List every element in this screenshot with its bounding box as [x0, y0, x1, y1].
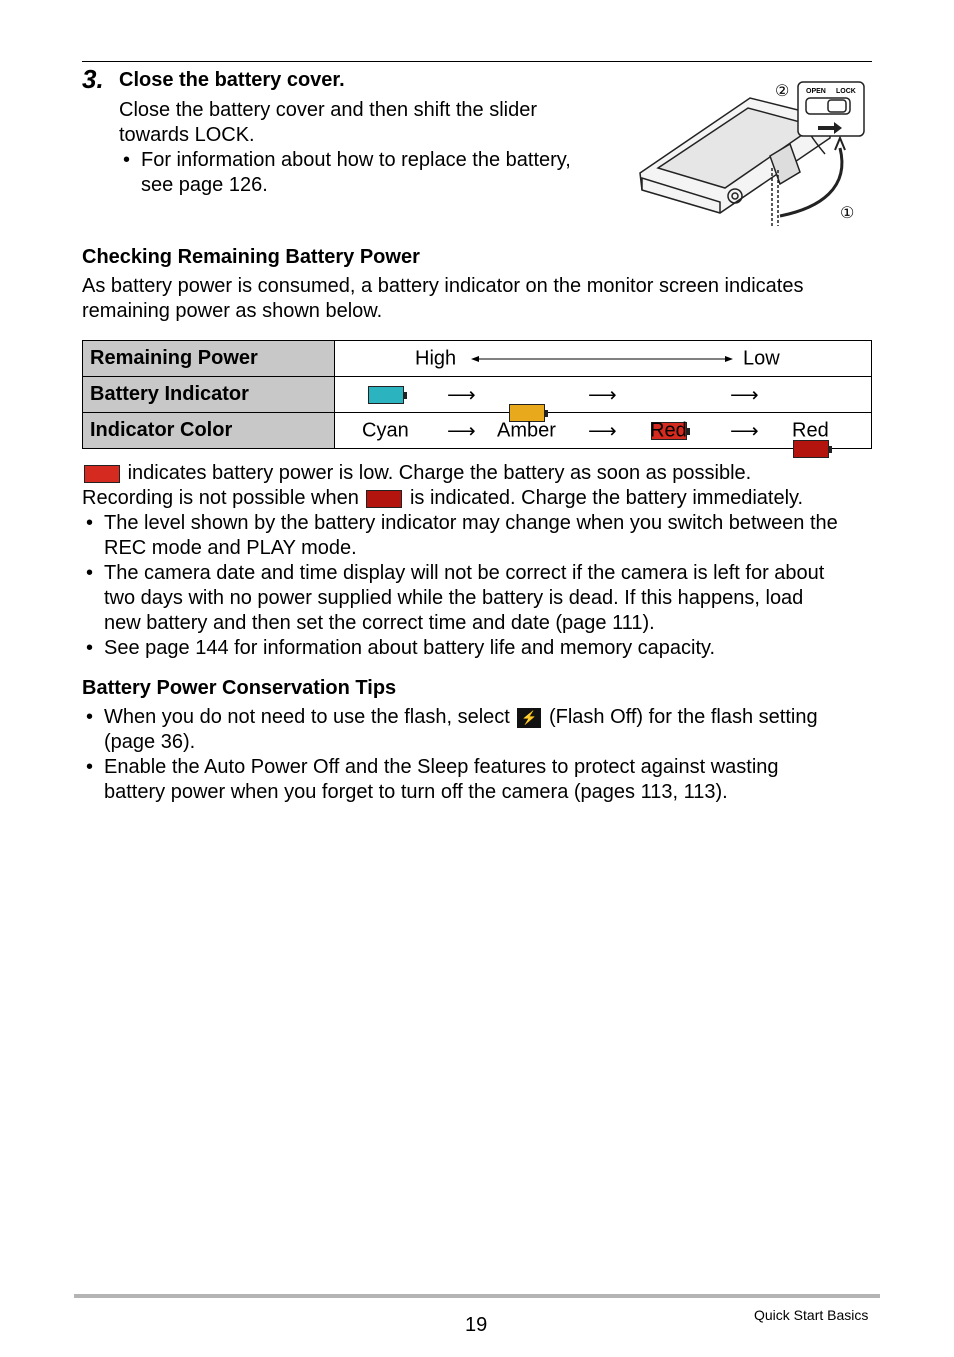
battery-table	[82, 340, 872, 449]
battery-indicator-header: Battery Indicator	[83, 377, 335, 413]
note-bullet-1-line-2: REC mode and PLAY mode.	[104, 537, 357, 559]
color-red: Red	[650, 419, 687, 441]
checking-intro-line-2: remaining power as shown below.	[82, 300, 383, 322]
note-bullet-2-line-2: two days with no power supplied while the battery is dead. If this happens, load	[104, 587, 804, 609]
note-line-1	[82, 461, 751, 486]
tip-bullet-2-line-2: battery power when you forget to turn off the camera (pages 113, 113).	[104, 781, 728, 803]
high-low-arrow	[471, 354, 733, 364]
note-bullet-1-line-1: The level shown by the battery indicator may change when you switch between the	[104, 512, 838, 534]
note-bullet-2-line-3: new battery and then set the correct time and date (page 111).	[104, 612, 655, 634]
note-line-2a: Recording is not possible when	[82, 487, 359, 509]
camera-battery-cover-illustration	[630, 78, 870, 228]
step-bullet	[123, 148, 571, 198]
step-bullet-line-1: For information about how to replace the battery,	[141, 149, 571, 171]
list-item	[86, 511, 838, 561]
step-text-line-1: Close the battery cover and then shift the slider	[119, 99, 538, 121]
color-amber: Amber	[497, 419, 556, 441]
list-item	[86, 705, 818, 755]
slider-inset	[798, 82, 864, 136]
list-item	[86, 636, 716, 661]
tips-heading: Battery Power Conservation Tips	[82, 677, 397, 699]
remaining-power-header: Remaining Power	[83, 341, 335, 377]
battery-indicator-cell	[335, 377, 872, 413]
table-row	[83, 341, 872, 377]
list-item	[86, 561, 825, 636]
arrow-icon: ⟶	[447, 420, 476, 442]
tip-bullet-1-line-1	[104, 705, 818, 730]
note-line-2b: is indicated. Charge the battery immediately.	[409, 487, 804, 509]
bullet-dot: •	[123, 149, 131, 171]
bullet-dot: •	[86, 512, 94, 534]
color-cyan: Cyan	[362, 419, 409, 441]
tip-bullet-1-text-a: When you do not need to use the flash, select	[104, 706, 510, 728]
step-title: Close the battery cover.	[119, 69, 345, 91]
callout-2: ②	[775, 83, 790, 100]
bullet-dot: •	[86, 756, 94, 778]
inset-lock-label: LOCK	[836, 88, 856, 95]
inset-open-label: OPEN	[806, 88, 826, 95]
low-label: Low	[743, 347, 780, 369]
section-label: Quick Start Basics	[754, 1307, 869, 1323]
tip-bullet-1-line-2: (page 36).	[104, 731, 196, 753]
bullet-dot: •	[86, 637, 94, 659]
top-rule	[82, 61, 872, 62]
page-number: 19	[465, 1314, 488, 1336]
arrow-icon: ⟶	[447, 384, 476, 406]
battery-full-icon	[368, 386, 404, 404]
note-bullet-3-line-1: See page 144 for information about battery life and memory capacity.	[104, 637, 716, 659]
table-row	[83, 413, 872, 449]
battery-empty-icon	[366, 490, 402, 508]
tip-bullet-2-line-1: Enable the Auto Power Off and the Sleep features to protect against wasting	[104, 756, 779, 778]
arrow-icon: ⟶	[588, 420, 617, 442]
note-line-2	[82, 486, 803, 511]
arrow-icon: ⟶	[730, 384, 759, 406]
callout-1: ①	[840, 205, 855, 222]
note-bullet-2-line-1: The camera date and time display will not be correct if the camera is left for about	[104, 562, 825, 584]
arrow-icon: ⟶	[730, 420, 759, 442]
table-row	[83, 377, 872, 413]
color-red-empty: Red	[792, 419, 829, 441]
indicator-color-cell	[335, 413, 872, 449]
high-label: High	[415, 347, 457, 369]
step-text-line-2: towards LOCK.	[119, 124, 255, 146]
battery-low-icon	[84, 465, 120, 483]
bullet-dot: •	[86, 562, 94, 584]
bullet-dot: •	[86, 706, 94, 728]
step-bullet-line-2: see page 126.	[141, 174, 268, 196]
list-item	[86, 755, 779, 805]
arrow-icon: ⟶	[588, 384, 617, 406]
tip-bullet-1-text-b: (Flash Off) for the flash setting	[548, 706, 818, 728]
remaining-power-cell	[335, 341, 872, 377]
footer-rule	[74, 1294, 880, 1298]
indicator-color-header: Indicator Color	[83, 413, 335, 449]
note-line-1-text: indicates battery power is low. Charge the battery as soon as possible.	[127, 462, 752, 484]
checking-heading: Checking Remaining Battery Power	[82, 246, 420, 268]
checking-intro-line-1: As battery power is consumed, a battery indicator on the monitor screen indicates	[82, 275, 804, 297]
flash-off-icon: ⚡	[517, 708, 541, 728]
step-number: 3.	[82, 64, 104, 94]
